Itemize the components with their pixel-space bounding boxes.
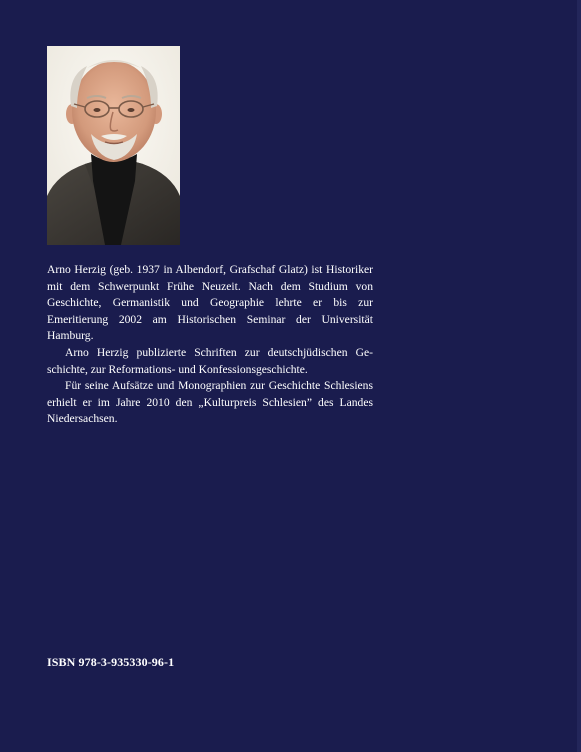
bio-paragraph-1: Arno Herzig (geb. 1937 in Albendorf, Grafschaf Glatz) ist Historiker mit dem Schwerpunkt Frühe Neuzeit. Nach dem Studium von Geschichte, Germanistik und Geographie lehrte er bis zur Emeritierung 2002 am Historischen Seminar der Universität Hamburg. xyxy=(47,263,373,343)
author-portrait-image xyxy=(47,46,180,245)
bio-paragraph-3: Für seine Aufsätze und Monographien zur Geschichte Schlesiens erhielt er im Jahre 2010 den „Kulturpreis Schlesien” des Landes Niedersachsen. xyxy=(47,379,373,426)
spine-edge xyxy=(577,0,581,752)
bio-paragraph-2: Arno Herzig publizierte Schriften zur deutschjüdischen Geschichte, zur Reformations- und Konfessionsgeschichte. xyxy=(47,345,373,376)
isbn-number: ISBN 978-3-935330-96-1 xyxy=(47,655,175,669)
author-biography xyxy=(47,262,373,428)
author-photo xyxy=(47,46,180,245)
